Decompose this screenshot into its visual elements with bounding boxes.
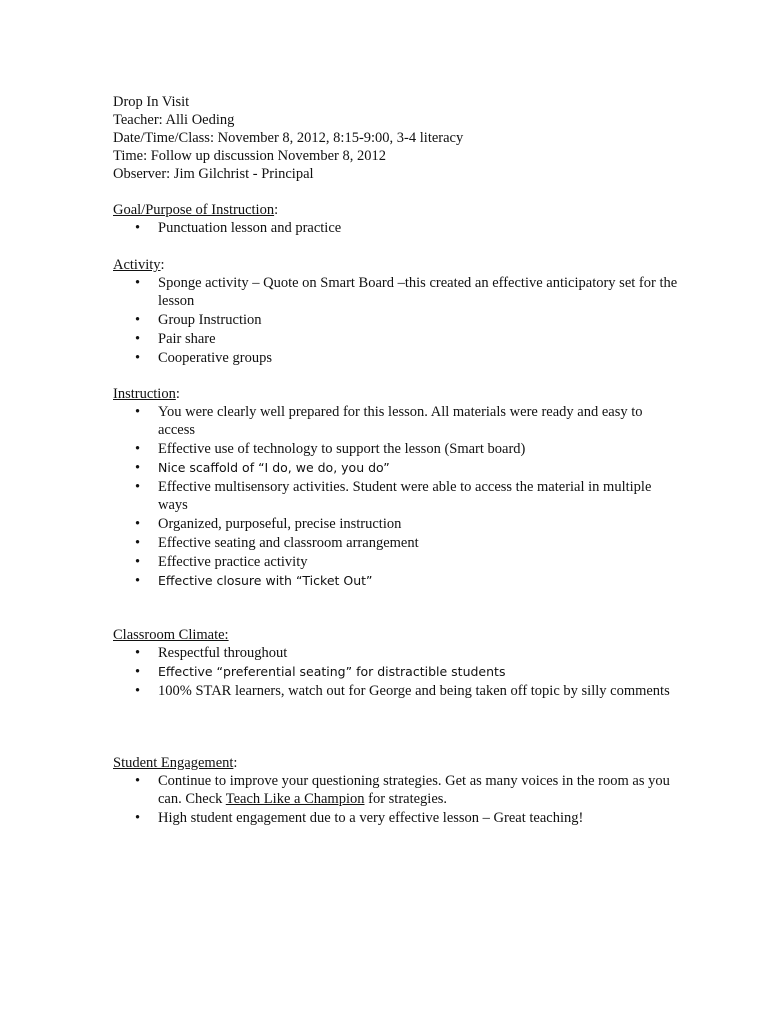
- list-item: • Sponge activity – Quote on Smart Board –this created an effective anticipatory set for the lesson: [135, 275, 678, 309]
- bullet-icon: •: [135, 350, 141, 366]
- list-item: • Pair share: [135, 331, 216, 347]
- goal-section: [113, 201, 678, 238]
- list-item: • High student engagement due to a very effective lesson – Great teaching!: [135, 810, 584, 826]
- list-item: • Punctuation lesson and practice: [135, 220, 342, 236]
- visit-header: [113, 93, 463, 183]
- instruction-heading: Instruction:: [113, 386, 180, 402]
- instruction-section: [113, 385, 678, 591]
- climate-heading: Classroom Climate:: [113, 627, 229, 643]
- list-item: • Nice scaffold of “I do, we do, you do”: [135, 460, 390, 476]
- climate-section: [113, 626, 678, 701]
- bullet-icon: •: [135, 664, 141, 680]
- list-item: • 100% STAR learners, watch out for George and being taken off topic by silly comments: [135, 683, 670, 699]
- bullet-icon: •: [135, 275, 141, 291]
- list-item: • Effective use of technology to support the lesson (Smart board): [135, 441, 526, 457]
- goal-list: [113, 219, 678, 237]
- bullet-icon: •: [135, 460, 141, 476]
- teacher-line: Teacher: Alli Oeding: [113, 112, 235, 128]
- bullet-icon: •: [135, 404, 141, 420]
- bullet-icon: •: [135, 479, 141, 495]
- book-title-link: Teach Like a Champion: [225, 791, 365, 807]
- visit-title: Drop In Visit: [113, 94, 190, 110]
- bullet-icon: •: [135, 810, 141, 826]
- list-item: • Effective multisensory activities. Student were able to access the material in multiple ways: [135, 479, 652, 513]
- bullet-icon: •: [135, 535, 141, 551]
- list-item: • Continue to improve your questioning strategies. Get as many voices in the room as you can. Check Teach Like a Champion for strategies.: [135, 773, 670, 807]
- list-item: • Group Instruction: [135, 312, 262, 328]
- activity-list: [113, 274, 678, 367]
- list-item: • Effective practice activity: [135, 554, 308, 570]
- list-item: • Cooperative groups: [135, 350, 272, 366]
- list-item: • You were clearly well prepared for this lesson. All materials were ready and easy to access: [135, 404, 643, 438]
- bullet-icon: •: [135, 516, 141, 532]
- activity-heading: Activity:: [113, 257, 165, 273]
- bullet-icon: •: [135, 683, 141, 699]
- bullet-icon: •: [135, 220, 141, 236]
- engagement-section: [113, 754, 678, 828]
- engagement-list: [113, 772, 678, 827]
- date-time-class-line: Date/Time/Class: November 8, 2012, 8:15-9:00, 3-4 literacy: [113, 130, 464, 146]
- list-item: • Effective seating and classroom arrangement: [135, 535, 419, 551]
- follow-up-time-line: Time: Follow up discussion November 8, 2012: [113, 148, 386, 164]
- bullet-icon: •: [135, 645, 141, 661]
- bullet-icon: •: [135, 312, 141, 328]
- bullet-icon: •: [135, 554, 141, 570]
- bullet-icon: •: [135, 773, 141, 789]
- list-item: • Respectful throughout: [135, 645, 288, 661]
- goal-heading: Goal/Purpose of Instruction:: [113, 202, 279, 218]
- list-item: • Effective “preferential seating” for distractible students: [135, 664, 506, 680]
- bullet-icon: •: [135, 573, 141, 589]
- instruction-list: [113, 403, 678, 590]
- engagement-heading: Student Engagement:: [113, 755, 238, 771]
- climate-list: [113, 644, 678, 700]
- observer-line: Observer: Jim Gilchrist - Principal: [113, 166, 314, 182]
- activity-section: [113, 256, 678, 368]
- list-item: • Organized, purposeful, precise instruction: [135, 516, 402, 532]
- bullet-icon: •: [135, 441, 141, 457]
- bullet-icon: •: [135, 331, 141, 347]
- list-item: • Effective closure with “Ticket Out”: [135, 573, 373, 589]
